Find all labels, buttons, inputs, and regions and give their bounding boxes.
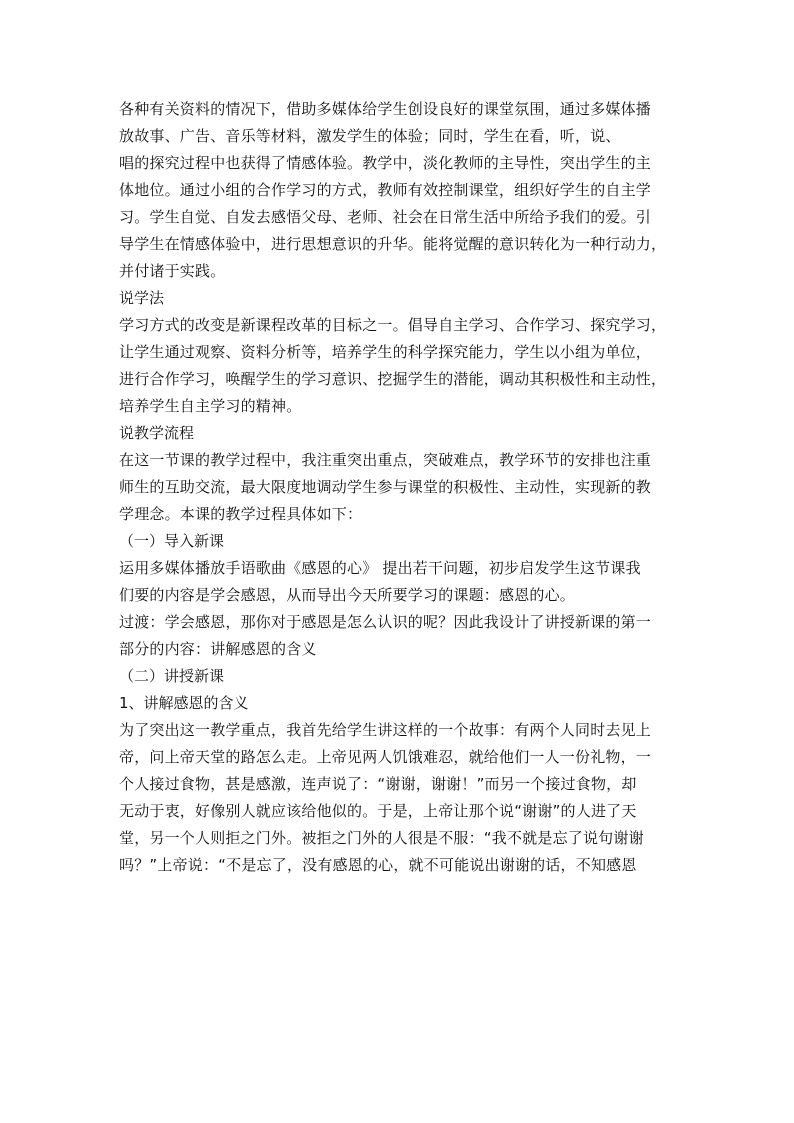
text-line: 在这一节课的教学过程中，我注重突出重点，突破难点，教学环节的安排也注重 [119,451,652,469]
text-line: 们要的内容是学会感恩，从而导出今天所要学习的课题：感恩的心。 [119,586,576,604]
text-line: 让学生通过观察、资料分析等，培养学生的科学探究能力，学生以小组为单位， [119,343,652,361]
subsection-heading-new-lesson: （二）讲授新课 [119,667,225,685]
text-line: 学习方式的改变是新课程改革的目标之一。倡导自主学习、合作学习、探究学习， [119,316,667,334]
text-line: 进行合作学习，唤醒学生的学习意识、挖掘学生的潜能，调动其积极性和主动性， [119,370,667,388]
subsection-heading-meaning: 1、讲解感恩的含义 [119,694,249,712]
text-line: 放故事、广告、音乐等材料，激发学生的体验；同时，学生在看，听，说、 [119,127,621,145]
text-line: 习。学生自觉、自发去感悟父母、老师、社会在日常生活中所给予我们的爱。引 [119,208,652,226]
text-line: 导学生在情感体验中，进行思想意识的升华。能将觉醒的意识转化为一种行动力， [119,235,667,253]
text-line: 个人接过食物，甚是感激，连声说了：“谢谢，谢谢！”而另一个接过食物，却 [119,775,637,793]
text-line: 帝，问上帝天堂的路怎么走。上帝见两人饥饿难忍，就给他们一人一份礼物，一 [119,748,652,766]
document-body [119,96,681,879]
text-line: 吗？”上帝说：“不是忘了，没有感恩的心，就不可能说出谢谢的话，不知感恩 [119,856,637,874]
section-heading-learning-method: 说学法 [119,289,165,307]
text-line: 师生的互助交流，最大限度地调动学生参与课堂的积极性、主动性，实现新的教 [119,478,652,496]
text-line: 为了突出这一教学重点，我首先给学生讲这样的一个故事：有两个人同时去见上 [119,721,652,739]
text-line: 堂，另一个人则拒之门外。被拒之门外的人很是不服：“我不就是忘了说句谢谢 [119,829,644,847]
subsection-heading-intro: （一）导入新课 [119,532,225,550]
text-line: 各种有关资料的情况下，借助多媒体给学生创设良好的课堂氛围，通过多媒体播 [119,100,652,118]
text-line: 培养学生自主学习的精神。 [119,397,302,415]
text-line: 并付诸于实践。 [119,262,226,280]
text-line: 唱的探究过程中也获得了情感体验。教学中，淡化教师的主导性，突出学生的主 [119,154,652,172]
text-line: 过渡：学会感恩，那你对于感恩是怎么认识的呢？因此我设计了讲授新课的第一 [119,613,652,631]
text-line: 学理念。本课的教学过程具体如下： [119,505,363,523]
text-line: 体地位。通过小组的合作学习的方式，教师有效控制课堂，组织好学生的自主学 [119,181,652,199]
text-line: 部分的内容：讲解感恩的含义 [119,640,317,658]
text-line: 无动于衷，好像别人就应该给他似的。于是，上帝让那个说“谢谢”的人进了天 [119,802,637,820]
section-heading-teaching-process: 说教学流程 [119,424,195,442]
text-line: 运用多媒体播放手语歌曲《感恩的心》 提出若干问题，初步启发学生这节课我 [119,559,641,577]
